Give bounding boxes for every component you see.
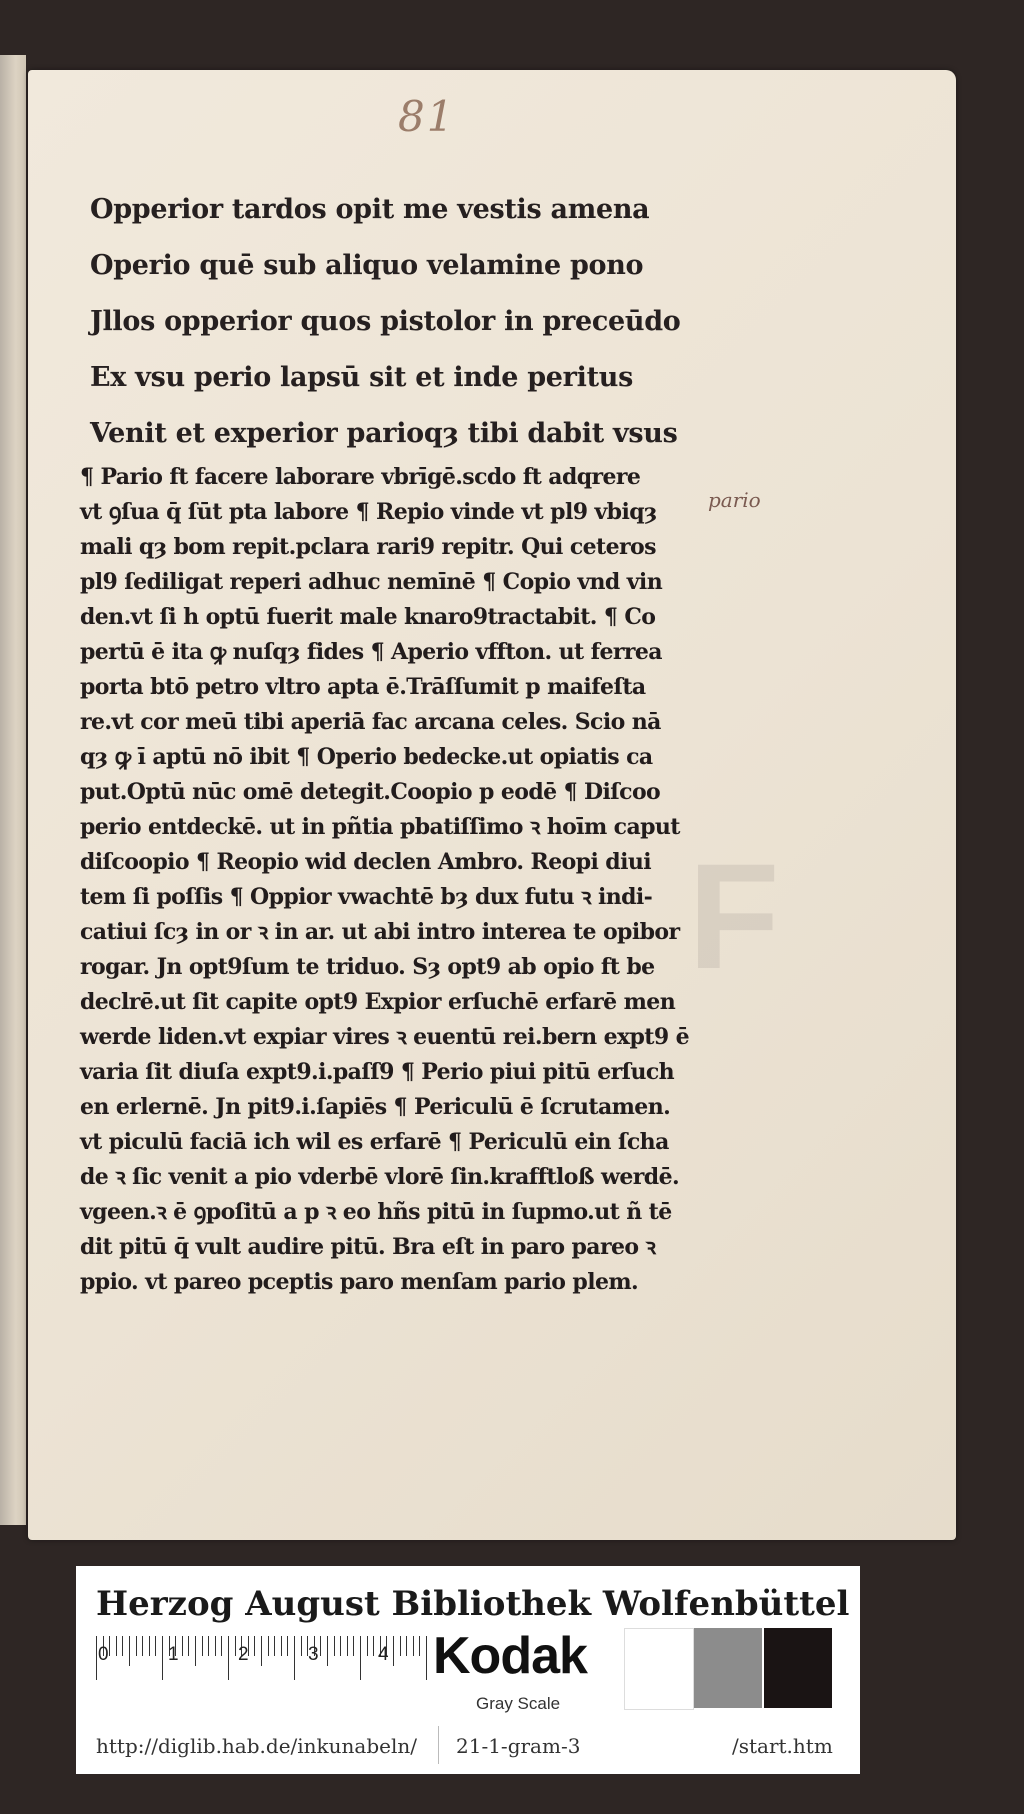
url-prefix: http://diglib.hab.de/inkunabeln/ — [96, 1734, 418, 1758]
commentary-line: catiui ſcȝ in or ꝛ in ar. ut abi intro interea te opibor — [80, 919, 680, 945]
ruler-tick — [182, 1636, 183, 1656]
ruler-tick — [301, 1636, 302, 1656]
commentary-line: diſcoopio ¶ Reopio wid declen Ambro. Reopi diui — [80, 849, 651, 875]
commentary-line: pl9 ſediligat reperi adhuc nemīnē ¶ Copio vnd vin — [80, 569, 663, 595]
commentary-line: qȝ ꝙ ī aptū nō ibit ¶ Operio bedecke.ut opiatis ca — [80, 744, 653, 770]
commentary-line: dit pitū q̄ vult audire pitū. Bra eſt in paro pareo ꝛ — [80, 1234, 656, 1260]
ruler-tick — [360, 1636, 361, 1680]
ruler-tick — [406, 1636, 407, 1656]
margin-note: pario — [708, 488, 761, 512]
commentary-block — [80, 462, 720, 1302]
ruler-tick — [393, 1636, 394, 1666]
commentary-line: en erlernē. Jn pit9.i.ſapiēs ¶ Periculū ē ſcrutamen. — [80, 1094, 671, 1120]
ruler-tick — [155, 1636, 156, 1656]
ruler-tick — [340, 1636, 341, 1656]
commentary-line: perio entdeckē. ut in pñtia pbatiſſimo ꝛ hoīm caput — [80, 814, 680, 840]
commentary-line: mali qȝ bom repit.pclara rari9 repitr. Qui ceteros — [80, 534, 656, 560]
gray-patch-white — [624, 1628, 694, 1710]
ruler-number: 0 — [98, 1644, 109, 1665]
ruler-tick — [261, 1636, 262, 1666]
verse-line: Opperior tardos opit me vestis amena — [90, 194, 650, 225]
ruler-tick — [281, 1636, 282, 1656]
commentary-line: vgeen.ꝛ ē ꝯpoſitū a p ꝛ eo hñs pitū in ſupmo.ut ñ tē — [80, 1199, 672, 1225]
color-target-card — [76, 1566, 860, 1774]
ruler-tick — [419, 1636, 420, 1656]
ruler-tick — [254, 1636, 255, 1656]
ruler-tick — [334, 1636, 335, 1656]
verse-line: Venit et experior parioqȝ tibi dabit vsus — [90, 418, 678, 449]
url-divider — [438, 1726, 439, 1764]
adjacent-page-edge — [0, 55, 26, 1525]
ruler-tick — [353, 1636, 354, 1656]
ruler-tick — [228, 1636, 229, 1680]
ruler-tick — [235, 1636, 236, 1656]
ruler-tick — [221, 1636, 222, 1656]
commentary-line: vt ꝯſua q̄ ſūt pta labore ¶ Repio vinde vt pl9 vbiqȝ — [80, 499, 657, 525]
commentary-line: werde liden.vt expiar vires ꝛ euentū rei.bern expt9 ē — [80, 1024, 689, 1050]
commentary-line: pertū ē ita ꝙ nuſqȝ fides ¶ Aperio vffton. ut ferrea — [80, 639, 662, 665]
kodak-logo: Kodak — [433, 1627, 587, 1685]
commentary-line: put.Optū nūc omē detegit.Coopio p eodē ¶ Diſcoo — [80, 779, 661, 805]
commentary-line: ¶ Pario ft facere laborare vbrīgē.scdo ft adqrere — [80, 464, 641, 490]
ruler-number: 2 — [238, 1644, 249, 1665]
gray-scale-label: Gray Scale — [476, 1694, 561, 1713]
ruler-tick — [142, 1636, 143, 1656]
ruler-tick — [327, 1636, 328, 1666]
commentary-line: vt piculū faciā ich wil es erfarē ¶ Periculū ein ſcha — [80, 1129, 669, 1155]
ruler-tick — [274, 1636, 275, 1656]
ruler-tick — [320, 1636, 321, 1656]
commentary-line: declrē.ut ſit capite opt9 Expior erſuchē erfarē men — [80, 989, 676, 1015]
ruler-tick — [413, 1636, 414, 1656]
ruler-tick — [208, 1636, 209, 1656]
ruler-tick — [96, 1636, 97, 1680]
commentary-line: den.vt ſi h optū fuerit male knaro9tractabit. ¶ Co — [80, 604, 656, 630]
verse-block — [90, 190, 790, 470]
url-suffix: /start.htm — [732, 1734, 833, 1758]
ruler-tick — [347, 1636, 348, 1656]
url-shelfmark: 21-1-gram-3 — [456, 1734, 581, 1758]
gray-patch-black — [764, 1628, 832, 1708]
measurement-ruler — [96, 1636, 426, 1686]
ruler-tick — [215, 1636, 216, 1656]
gray-patch-mid — [694, 1628, 762, 1708]
ruler-tick — [294, 1636, 295, 1680]
commentary-line: varia ſit diuſa expt9.i.paſſ9 ¶ Perio piui pitū erſuch — [80, 1059, 675, 1085]
ruler-tick — [268, 1636, 269, 1656]
ruler-tick — [373, 1636, 374, 1656]
ruler-number: 4 — [378, 1644, 389, 1665]
ruler-tick — [400, 1636, 401, 1656]
ruler-tick — [122, 1636, 123, 1656]
ruler-number: 3 — [308, 1644, 319, 1665]
ruler-tick — [116, 1636, 117, 1656]
ruler-tick — [367, 1636, 368, 1656]
folio-number: 81 — [398, 92, 456, 141]
commentary-line: ppio. vt pareo pceptis paro menſam pario plem. — [80, 1269, 639, 1295]
ruler-tick — [109, 1636, 110, 1656]
faint-watermark: F — [688, 832, 780, 1000]
library-title: Herzog August Bibliothek Wolfenbüttel — [96, 1584, 850, 1624]
commentary-line: porta btō petro vltro apta ē.Trāſſumit p maifeſta — [80, 674, 646, 700]
commentary-line: tem ſi poſſis ¶ Oppior vwachtē bȝ dux futu ꝛ indi- — [80, 884, 653, 910]
verse-line: Jllos opperior quos pistolor in preceūdo — [90, 306, 681, 337]
commentary-line: rogar. Jn opt9ſum te triduo. Sȝ opt9 ab opio ft be — [80, 954, 655, 980]
ruler-tick — [195, 1636, 196, 1666]
ruler-tick — [129, 1636, 130, 1666]
ruler-tick — [149, 1636, 150, 1656]
manuscript-page — [28, 70, 956, 1540]
ruler-number: 1 — [168, 1644, 179, 1665]
ruler-tick — [202, 1636, 203, 1656]
ruler-tick — [162, 1636, 163, 1680]
commentary-line: de ꝛ ſic venit a pio vderbē vlorē ſin.krafftloß werdē. — [80, 1164, 680, 1190]
verse-line: Ex vsu perio lapsū sit et inde peritus — [90, 362, 633, 393]
commentary-line: re.vt cor meū tibi aperiā fac arcana celes. Scio nā — [80, 709, 661, 735]
ruler-tick — [188, 1636, 189, 1656]
verse-line: Operio quē sub aliquo velamine pono — [90, 250, 644, 281]
ruler-tick — [136, 1636, 137, 1656]
ruler-tick — [287, 1636, 288, 1656]
ruler-tick — [426, 1636, 427, 1680]
